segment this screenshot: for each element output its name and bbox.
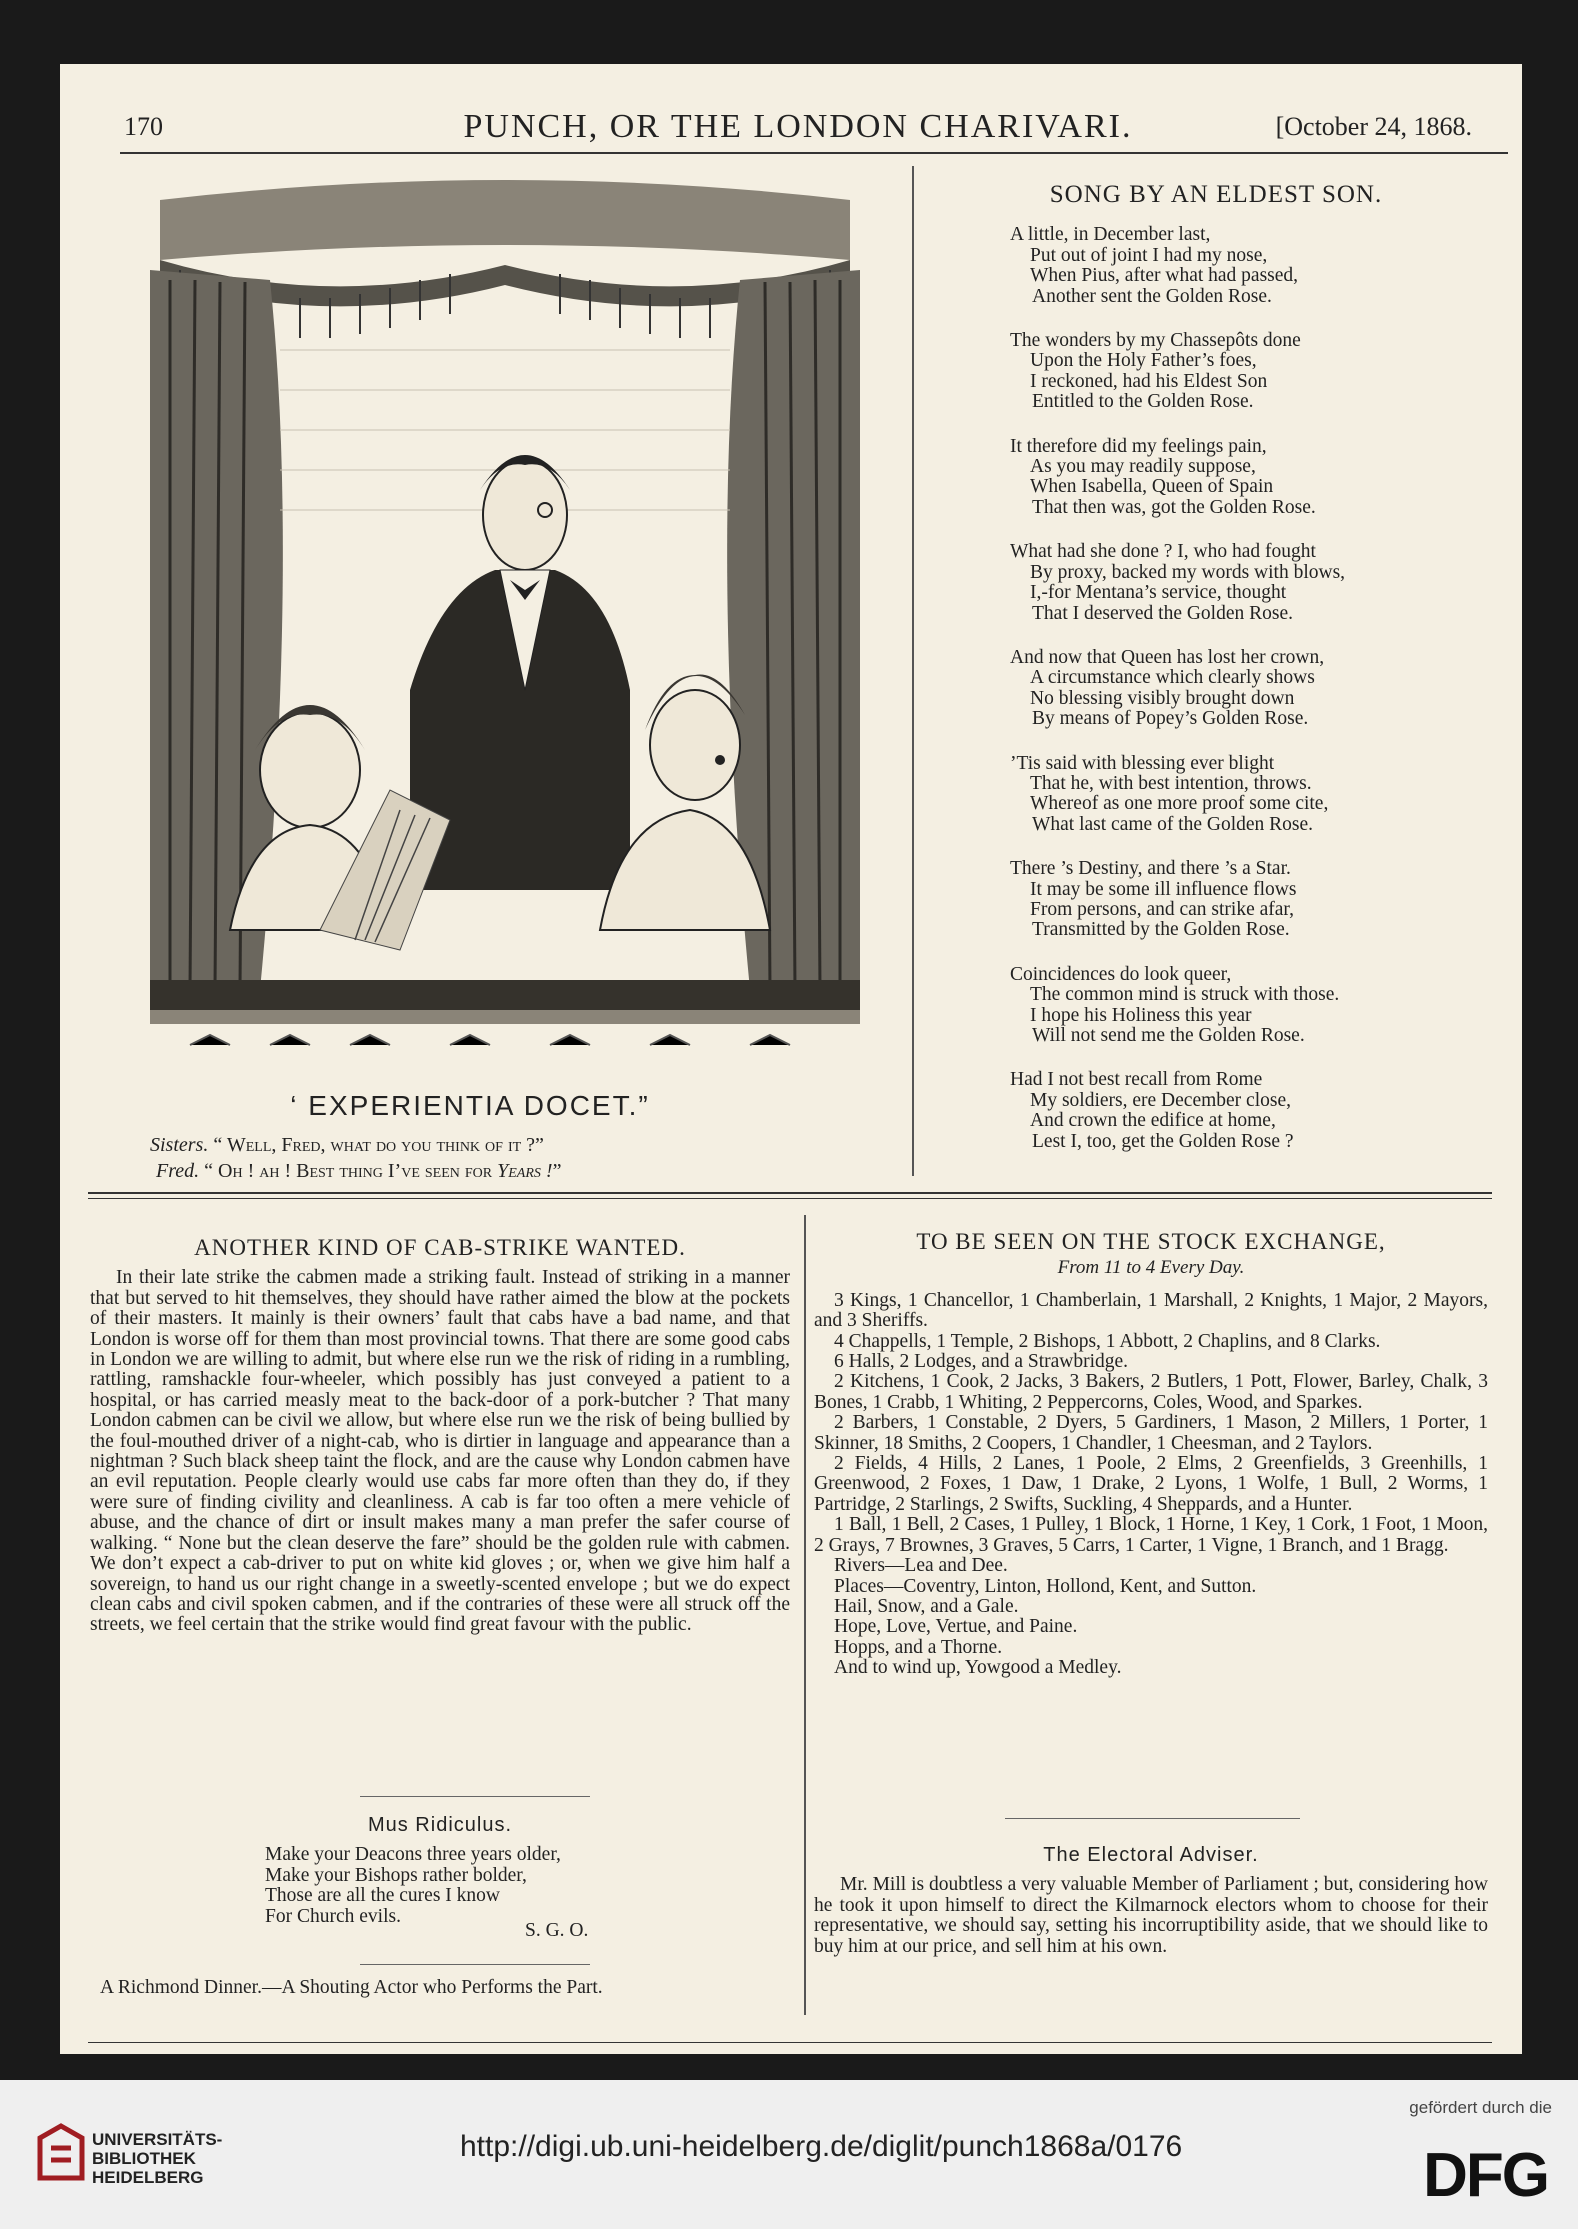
song-line: It therefore did my feelings pain, <box>1010 435 1267 457</box>
song-line: I,‑for Mentana’s service, thought <box>1030 582 1287 604</box>
song-line: What had she done ? I, who had fought <box>1010 541 1316 563</box>
bottom-rule <box>88 2042 1492 2043</box>
running-title: PUNCH, OR THE LONDON CHARIVARI. <box>463 108 1133 145</box>
mus-line: Those are all the cures I know <box>265 1885 500 1907</box>
stock-entry: 2 Barbers, 1 Constable, 2 Dyers, 5 Gardiners, 1 Mason, 2 Millers, 1 Porter, 1 Skinner, 18 Smiths, 2 Coopers, 1 Chandler, 1 Cheesman, and 2 Taylors. <box>814 1412 1488 1454</box>
stock-entry: 2 Kitchens, 1 Cook, 2 Jacks, 3 Bakers, 2 Butlers, 1 Pott, Flower, Barley, Chalk, 3 Bones, 1 Crabb, 1 Whiting, 2 Peppercorns, Coles, Wood, and Sparkes. <box>814 1371 1488 1413</box>
song-line: Had I not best recall from Rome <box>1010 1069 1263 1091</box>
sisters-speaker: Sisters. <box>150 1134 209 1156</box>
mus-line: For Church evils. <box>265 1905 401 1927</box>
stock-entry: 4 Chappells, 1 Temple, 2 Bishops, 1 Abbott, 2 Chaplins, and 8 Clarks. <box>834 1330 1381 1352</box>
cartoon-title: ‘ EXPERIENTIA DOCET.” <box>290 1090 650 1121</box>
fred-text: “ Oh ! ah ! Best thing I’ve seen for <box>204 1160 493 1182</box>
song-line: A little, in December last, <box>1010 224 1211 246</box>
electoral-divider <box>1005 1818 1300 1819</box>
section-rule-2 <box>88 1198 1492 1199</box>
song-line: Lest I, too, get the Golden Rose ? <box>1032 1130 1294 1152</box>
sisters-text: “ Well, Fred, what do you think of it ?” <box>213 1134 544 1156</box>
song-line: Transmitted by the Golden Rose. <box>1032 919 1290 941</box>
electoral-body: Mr. Mill is doubtless a very valuable Member of Parliament ; but, considering how he took it upon himself to direct the Kilmarnock electors whom to choose for their representative, we should say, setting his incorruptibility aside, that we should like to buy him at our price, and sell him at his own. <box>814 1874 1488 1957</box>
source-url[interactable]: http://digi.ub.uni-heidelberg.de/diglit/punch1868a/0176 <box>460 2130 1183 2163</box>
stock-column <box>814 1229 1488 1679</box>
stock-entry: 1 Ball, 1 Bell, 2 Cases, 1 Pulley, 1 Block, 1 Horne, 1 Key, 1 Cork, 1 Foot, 1 Moon, 2 Grays, 7 Brownes, 3 Graves, 5 Carrs, 1 Carter, 1 Vigne, 1 Branch, and 1 Bragg. <box>814 1514 1488 1556</box>
song-line: ’Tis said with blessing ever blight <box>1010 752 1275 774</box>
song-line: As you may readily suppose, <box>1030 456 1256 478</box>
mus-divider <box>360 1796 590 1797</box>
song-stanza <box>1010 965 1430 1047</box>
stock-entry: 2 Fields, 4 Hills, 2 Lanes, 1 Poole, 2 Elms, 2 Greenfields, 3 Greenhills, 1 Greenwood, 2 Foxes, 1 Daw, 1 Drake, 2 Lyons, 1 Wolfe, 1 Bull, 2 Worms, 1 Partridge, 2 Starlings, 2 Swifts, Suckling, 4 Sheppards, and a Hunter. <box>814 1453 1488 1515</box>
page-number: 170 <box>124 112 163 141</box>
song-line: I hope his Holiness this year <box>1030 1004 1252 1026</box>
mus-column <box>90 1814 790 1941</box>
song-line: That I deserved the Golden Rose. <box>1032 602 1294 624</box>
fred-years: Years ! <box>497 1160 553 1182</box>
stock-entry: And to wind up, Yowgood a Medley. <box>834 1657 1122 1679</box>
song-line: My soldiers, ere December close, <box>1030 1089 1291 1111</box>
fred-speaker: Fred. <box>156 1160 200 1182</box>
cab-body: In their late strike the cabmen made a striking fault. Instead of striking in a manner that but served to hit themselves, they should have rather aimed the blow at the pockets of their masters. It mainly is their owners’ fault that cabs have a bad name, and that London is worse off for them than most provincial towns. That there are some good cabs in London we are willing to admit, but where else run we the risk of riding in a rumbling, rattling, ramshackle four-wheeler, which possibly has just conveyed a patient to a hospital, or has carried measly meat to the back-door of a pork-butcher ? That many London cabmen can be civil we allow, but where else run we the risk of being bullied by the foul-mouthed driver of a night-cab, who is dirtier in language and appearance than a nightman ? Such black sheep taint the flock, and are the cause why London cabmen have an evil reputation. People clearly would use cabs far more often than they do, if they were sure of finding civility and cleanliness. A cab is far too often a mere vehicle of abuse, and the chance of dirt or insult makes many a man prefer the safer course of walking. “ None but the clean deserve the fare” should be the golden rule with cabmen. We don’t expect a cab-driver to put on white kid gloves ; or, when we give him half a sovereign, to hand us our right change in a sweetly-scented envelope ; but we do expect clean cabs and civil spoken cabmen, and if the contraries of these were all struck off the streets, we feel certain that the strike would find great favour with the public. <box>90 1267 790 1636</box>
richmond-divider <box>360 1964 590 1965</box>
song-line: The wonders by my Chassepôts done <box>1010 330 1301 352</box>
song-line: It may be some ill influence flows <box>1030 878 1297 900</box>
song-stanza <box>1010 542 1430 624</box>
cartoon-dialogue <box>150 1132 800 1184</box>
issue-date: [October 24, 1868. <box>1275 112 1472 141</box>
song-stanza <box>1010 437 1430 519</box>
stock-entry: Hopps, and a Thorne. <box>834 1636 1003 1658</box>
mus-line: Make your Deacons three years older, <box>265 1844 561 1866</box>
song-line: There ’s Destiny, and there ’s a Star. <box>1010 858 1291 880</box>
song-line: From persons, and can strike afar, <box>1030 898 1295 920</box>
stock-subtitle: From 11 to 4 Every Day. <box>1057 1257 1245 1279</box>
section-rule <box>88 1192 1492 1194</box>
song-stanza <box>1010 754 1430 836</box>
song-line: When Isabella, Queen of Spain <box>1030 476 1274 498</box>
cab-column <box>90 1235 790 1636</box>
mus-signature: S. G. O. <box>525 1920 589 1941</box>
funded-by-text: gefördert durch die <box>1409 2098 1552 2117</box>
song-line: When Pius, after what had passed, <box>1030 265 1299 287</box>
sisters-line <box>150 1132 800 1158</box>
cab-title: ANOTHER KIND OF CAB-STRIKE WANTED. <box>194 1235 686 1260</box>
bottom-column-rule <box>804 1215 806 2015</box>
song-stanza <box>1010 225 1430 307</box>
electoral-title: The Electoral Adviser. <box>1043 1844 1259 1866</box>
stock-title: TO BE SEEN ON THE STOCK EXCHANGE, <box>916 1229 1386 1254</box>
page-header <box>124 104 1472 164</box>
song-stanza <box>1010 1070 1430 1152</box>
song-title: SONG BY AN ELDEST SON. <box>1049 181 1383 208</box>
mus-title: Mus Ridiculus. <box>367 1814 513 1836</box>
top-column-rule <box>912 166 914 1176</box>
electoral-column <box>814 1845 1488 1957</box>
song-line: Upon the Holy Father’s foes, <box>1030 350 1257 372</box>
library-line-1: UNIVERSITÄTS- <box>92 2130 223 2149</box>
song-line: Whereof as one more proof some cite, <box>1030 793 1329 815</box>
stock-entry: Hope, Love, Vertue, and Paine. <box>834 1616 1078 1638</box>
richmond-note: A Richmond Dinner.—A Shouting Actor who Performs the Part. <box>100 1977 603 1998</box>
song-line: That he, with best intention, throws. <box>1030 772 1312 794</box>
library-name <box>92 2130 222 2187</box>
song-stanza <box>1010 648 1430 730</box>
library-logo-icon <box>36 2122 86 2182</box>
mus-lines <box>90 1845 790 1927</box>
song-line: Coincidences do look queer, <box>1010 963 1232 985</box>
song-line: Entitled to the Golden Rose. <box>1032 391 1254 413</box>
song-stanza <box>1010 859 1430 941</box>
library-line-3: HEIDELBERG <box>92 2168 204 2187</box>
fred-line <box>150 1158 800 1184</box>
song-line: The common mind is struck with those. <box>1030 984 1340 1006</box>
song-line: What last came of the Golden Rose. <box>1032 813 1314 835</box>
stock-entry: Rivers—Lea and Dee. <box>834 1555 1008 1577</box>
song-stanzas <box>1010 225 1430 1152</box>
song-line: I reckoned, had his Eldest Son <box>1030 370 1268 392</box>
dfg-logo: DFG <box>1423 2141 1548 2210</box>
song-line: A circumstance which clearly shows <box>1030 667 1315 689</box>
stock-entry: 6 Halls, 2 Lodges, and a Strawbridge. <box>834 1351 1129 1373</box>
song-column <box>1010 181 1430 1176</box>
fred-close-quote: ” <box>552 1160 562 1182</box>
header-rule <box>120 152 1508 154</box>
song-line: And now that Queen has lost her crown, <box>1010 646 1325 668</box>
stock-entry: Places—Coventry, Linton, Hollond, Kent, and Sutton. <box>834 1575 1257 1597</box>
mus-line: Make your Bishops rather bolder, <box>265 1864 527 1886</box>
stock-entry: 3 Kings, 1 Chancellor, 1 Chamberlain, 1 Marshall, 2 Knights, 1 Major, 2 Mayors, and 3 Sheriffs. <box>814 1289 1488 1332</box>
stock-list <box>814 1291 1488 1679</box>
song-line: Will not send me the Golden Rose. <box>1032 1025 1305 1046</box>
song-line: That then was, got the Golden Rose. <box>1032 496 1316 518</box>
stock-entry: Hail, Snow, and a Gale. <box>834 1595 1019 1617</box>
song-line: No blessing visibly brought down <box>1030 687 1295 709</box>
song-line: Put out of joint I had my nose, <box>1030 244 1268 266</box>
song-line: And crown the edifice at home, <box>1030 1110 1276 1132</box>
song-line: Another sent the Golden Rose. <box>1032 285 1272 307</box>
song-stanza <box>1010 331 1430 413</box>
cartoon-illustration <box>150 170 860 1075</box>
song-line: By proxy, backed my words with blows, <box>1030 561 1346 583</box>
song-line: By means of Popey’s Golden Rose. <box>1032 708 1309 730</box>
library-line-2: BIBLIOTHEK <box>92 2149 196 2168</box>
